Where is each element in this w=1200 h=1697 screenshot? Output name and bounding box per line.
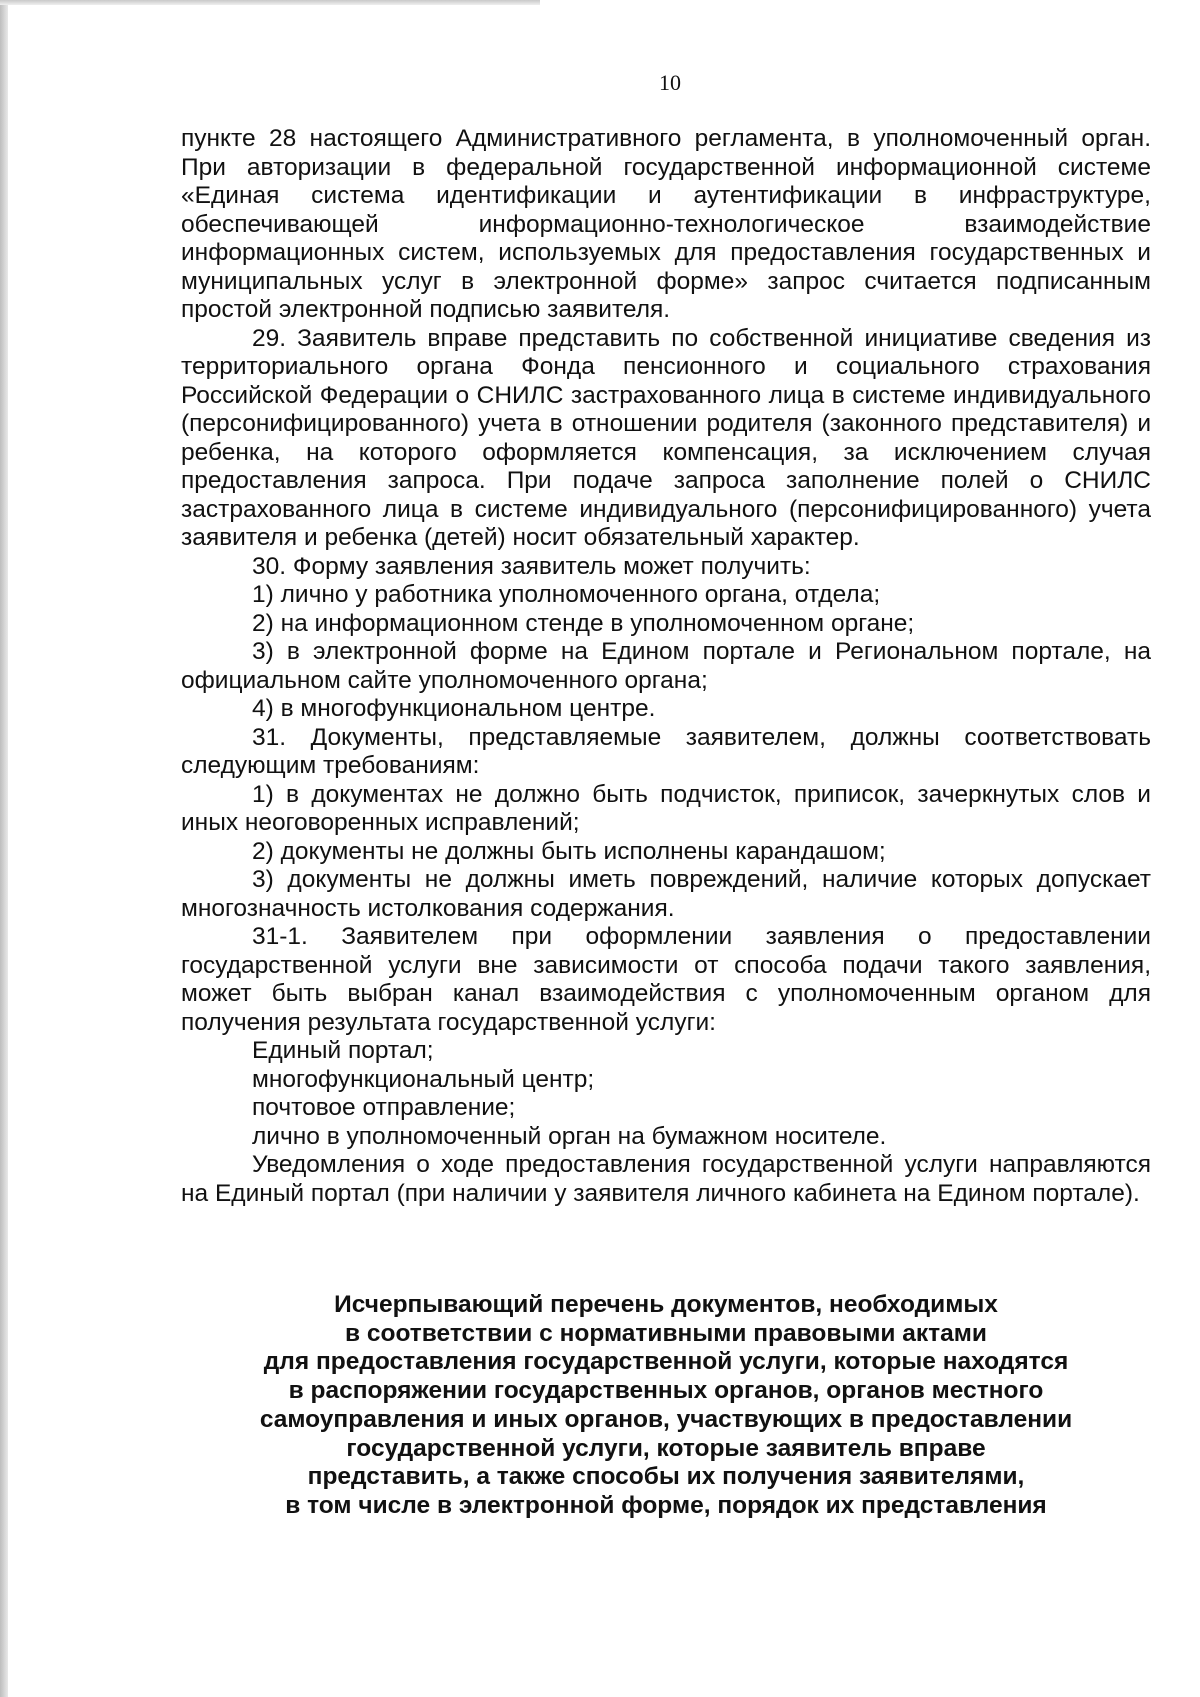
- paragraph-notifications: Уведомления о ходе предоставления государственной услуги направляются на Единый портал (при наличии у заявителя личного кабинета на Едином портале).: [181, 1151, 1151, 1207]
- heading-line: государственной услуги, которые заявитель вправе: [346, 1434, 986, 1462]
- heading-line: в распоряжении государственных органов, органов местного: [288, 1377, 1044, 1405]
- heading-line: самоуправления и иных органов, участвующих в предоставлении: [259, 1405, 1073, 1433]
- heading-line: представить, а также способы их получения заявителями,: [307, 1463, 1025, 1491]
- list-item: 4) в многофункциональном центре.: [252, 695, 656, 722]
- list-item: 1) в документах не должно быть подчисток, приписок, зачеркнутых слов и иных неоговоренных исправлений;: [181, 780, 1151, 836]
- heading-line: в соответствии с нормативными правовыми актами: [344, 1319, 987, 1347]
- list-item: почтовое отправление;: [252, 1094, 516, 1121]
- paragraph-31: 31. Документы, представляемые заявителем, должны соответствовать следующим требованиям:: [181, 723, 1151, 779]
- list-item: 3) документы не должны иметь повреждений, наличие которых допускает многозначность истолкования содержания.: [181, 866, 1151, 922]
- document-body: [181, 125, 1151, 1208]
- scan-edge-top: [0, 0, 540, 5]
- list-item: Единый портал;: [252, 1037, 434, 1064]
- paragraph: пункте 28 настоящего Административного регламента, в уполномоченный орган. При авторизации в федеральной государственной информационной системе «Единая система идентификации и аутентификации в инфраструктуре, обеспечивающей информационно-технологическое взаимодействие информационных систем, используемых для предоставления государственных и муниципальных услуг в электронной форме» запрос считается подписанным простой электронной подписью заявителя.: [181, 125, 1151, 323]
- scan-edge-left: [0, 0, 8, 1697]
- page-number: 10: [659, 70, 681, 95]
- paragraph-29: 29. Заявитель вправе представить по собственной инициативе сведения из территориального органа Фонда пенсионного и социального страхования Российской Федерации о СНИЛС застрахованного лица в системе индивидуального (персонифицированного) учета в отношении родителя (законного представителя) и ребенка, на которого оформляется компенсация, за исключением случая предоставления запроса. При подаче запроса заполнение полей о СНИЛС застрахованного лица в системе индивидуального (персонифицированного) учета заявителя и ребенка (детей) носит обязательный характер.: [181, 324, 1151, 551]
- heading-line: для предоставления государственной услуги, которые находятся: [263, 1348, 1069, 1376]
- list-item: многофункциональный центр;: [252, 1065, 595, 1093]
- list-item: 1) лично у работника уполномоченного органа, отдела;: [252, 581, 881, 608]
- heading-line: Исчерпывающий перечень документов, необходимых: [334, 1291, 998, 1318]
- list-item: 3) в электронной форме на Едином портале и Региональном портале, на официальном сайте уполномоченного органа;: [181, 638, 1151, 694]
- section-heading: [181, 1291, 1151, 1521]
- paragraph-31-1: 31-1. Заявителем при оформлении заявления о предоставлении государственной услуги вне зависимости от способа подачи такого заявления, может быть выбран канал взаимодействия с уполномоченным органом для получения результата государственной услуги:: [181, 923, 1151, 1036]
- heading-line: в том числе в электронной форме, порядок их представления: [285, 1491, 1047, 1519]
- paragraph-30: 30. Форму заявления заявитель может получить:: [252, 552, 811, 580]
- list-item: 2) на информационном стенде в уполномоченном органе;: [252, 609, 915, 637]
- list-item: лично в уполномоченный орган на бумажном носителе.: [252, 1122, 887, 1150]
- list-item: 2) документы не должны быть исполнены карандашом;: [252, 837, 886, 865]
